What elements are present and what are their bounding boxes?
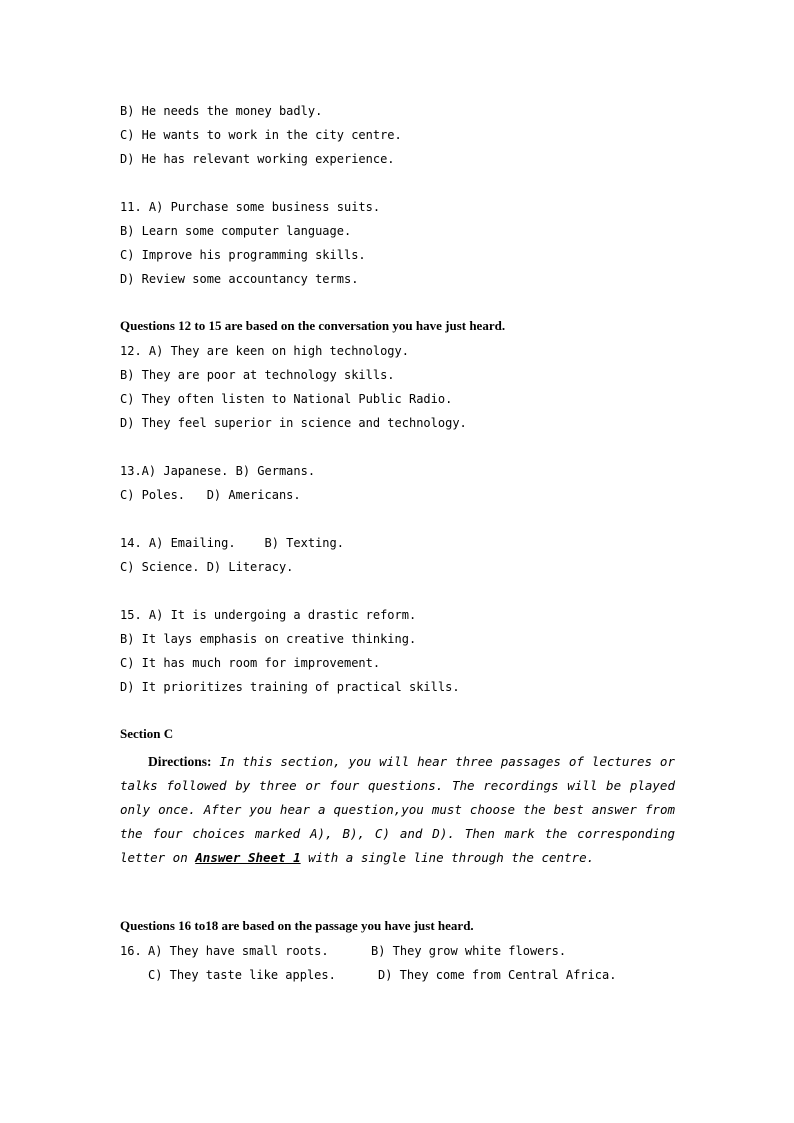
q11-option-a: 11. A) Purchase some business suits. bbox=[120, 200, 381, 214]
q10-option-b: B) He needs the money badly. bbox=[120, 104, 323, 118]
directions-text-2: with a single line through the centre. bbox=[300, 850, 595, 865]
q15-option-b: B) It lays emphasis on creative thinking. bbox=[120, 632, 417, 646]
q11-option-d: D) Review some accountancy terms. bbox=[120, 272, 359, 286]
q11-option-c: C) Improve his programming skills. bbox=[120, 248, 366, 262]
q14-options-cd: C) Science. D) Literacy. bbox=[120, 560, 294, 574]
q12-option-a: 12. A) They are keen on high technology. bbox=[120, 344, 409, 358]
q13-options-ab: 13.A) Japanese. B) Germans. bbox=[120, 464, 316, 478]
q15-option-c: C) It has much room for improvement. bbox=[120, 656, 381, 670]
section-c-directions bbox=[120, 750, 675, 870]
q12-option-c: C) They often listen to National Public Radio. bbox=[120, 392, 453, 406]
answer-sheet-reference: Answer Sheet 1 bbox=[195, 850, 301, 865]
q16-option-d: D) They come from Central Africa. bbox=[378, 968, 617, 982]
q16-option-c: C) They taste like apples. bbox=[148, 968, 336, 982]
section-c-title: Section C bbox=[120, 726, 174, 741]
q12-option-b: B) They are poor at technology skills. bbox=[120, 368, 395, 382]
q16-option-a: A) They have small roots. bbox=[148, 944, 329, 958]
q16-option-b: B) They grow white flowers. bbox=[371, 944, 567, 958]
directions-text-1: In this section, you will hear three passages of lectures or talks followed by three or four questions. The recordings will be played only once. After you hear a question,you must choose the best answer from the four choices marked A), B), C) and D). Then mark the corresponding letter on bbox=[120, 754, 675, 865]
q10-option-c: C) He wants to work in the city centre. bbox=[120, 128, 402, 142]
q16-number: 16. bbox=[120, 944, 142, 958]
directions-label: Directions: bbox=[148, 754, 212, 769]
q13-options-cd: C) Poles. D) Americans. bbox=[120, 488, 301, 502]
q14-options-ab: 14. A) Emailing. B) Texting. bbox=[120, 536, 344, 550]
q12-option-d: D) They feel superior in science and technology. bbox=[120, 416, 467, 430]
group-16-18-heading: Questions 16 to18 are based on the passage you have just heard. bbox=[120, 918, 474, 933]
group-12-15-heading: Questions 12 to 15 are based on the conversation you have just heard. bbox=[120, 318, 506, 333]
q10-option-d: D) He has relevant working experience. bbox=[120, 152, 395, 166]
q15-option-d: D) It prioritizes training of practical skills. bbox=[120, 680, 460, 694]
q11-option-b: B) Learn some computer language. bbox=[120, 224, 352, 238]
q15-option-a: 15. A) It is undergoing a drastic reform. bbox=[120, 608, 417, 622]
